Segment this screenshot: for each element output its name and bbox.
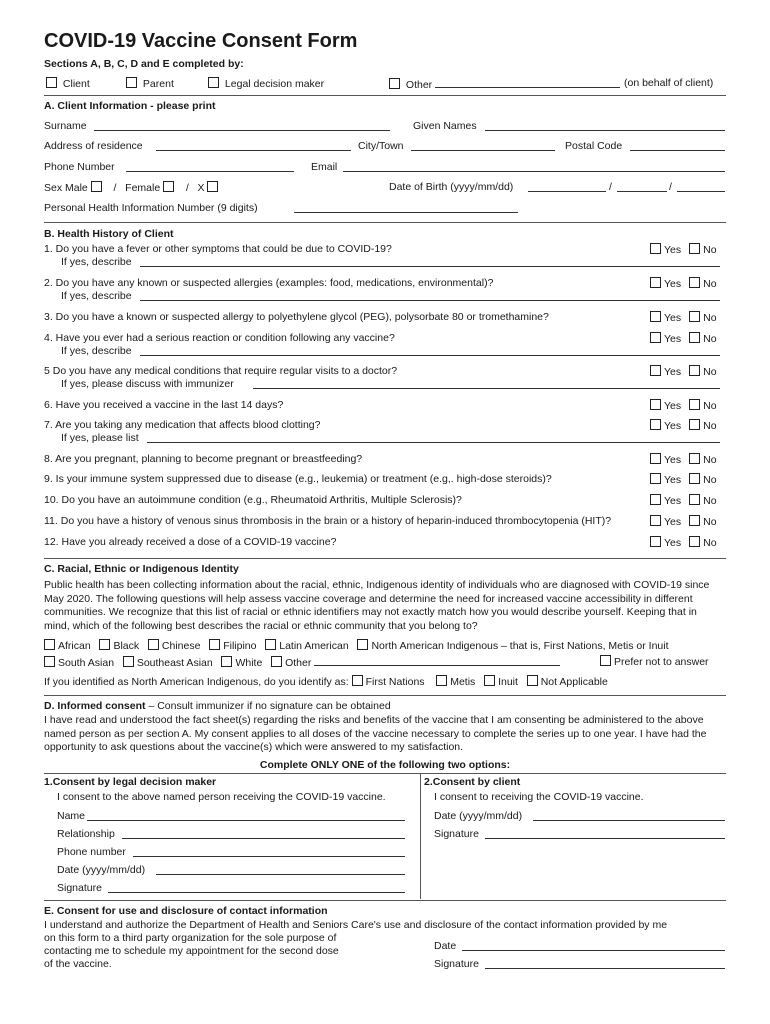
checkbox-black[interactable]: [99, 640, 139, 652]
checkbox-icon: [650, 277, 661, 288]
section-e-line-3: contacting me to schedule my appointment for the second dose: [44, 945, 339, 957]
checkbox-icon: [650, 399, 661, 410]
form-title: COVID-19 Vaccine Consent Form: [44, 30, 358, 52]
question-q2: 2. Do you have any known or suspected allergies (examples: food, medications, environmental)?: [44, 277, 494, 289]
checkbox-icon: [689, 311, 700, 322]
checkbox-not-applicable[interactable]: [527, 676, 608, 688]
yes-no-q2: [650, 277, 717, 290]
city-field[interactable]: [411, 140, 555, 151]
checkbox-yes[interactable]: [650, 244, 689, 256]
complete-one-note: Complete ONLY ONE of the following two options:: [259, 759, 511, 771]
checkbox-no[interactable]: [689, 366, 716, 378]
given-names-field[interactable]: [485, 120, 725, 131]
yes-label: Yes: [664, 366, 682, 378]
given-names-label: Given Names: [413, 120, 477, 132]
checkbox-icon: [689, 536, 700, 547]
yes-no-q11: [650, 515, 717, 528]
checkbox-metis[interactable]: [436, 676, 475, 688]
checkbox-other-ethnicity[interactable]: [271, 657, 311, 669]
indigenous-question: If you identified as North American Indigenous, do you identify as:: [44, 676, 349, 688]
option1-phone-label: Phone number: [57, 846, 126, 858]
option1-header: 1.Consent by legal decision maker: [44, 776, 217, 788]
checkbox-client[interactable]: [46, 77, 90, 90]
question-q5-followup-field[interactable]: [253, 378, 720, 389]
yes-label: Yes: [664, 244, 682, 256]
phone-field[interactable]: [126, 161, 294, 172]
label: Metis: [450, 676, 476, 688]
question-q1-followup-field[interactable]: [140, 256, 720, 267]
checkbox-chinese[interactable]: [148, 640, 201, 652]
question-q11: 11. Do you have a history of venous sinus thrombosis in the brain or a history of heparin-induced thrombocytopenia (HIT)?: [44, 515, 612, 527]
yes-label: Yes: [664, 516, 682, 528]
checkbox-female[interactable]: [163, 181, 174, 192]
question-q1-followup: If yes, describe: [61, 256, 132, 268]
checkbox-no[interactable]: [689, 474, 716, 486]
checkbox-icon: [650, 494, 661, 505]
option1-signature-label: Signature: [57, 882, 102, 894]
checkbox-yes[interactable]: [650, 495, 689, 507]
checkbox-no[interactable]: [689, 516, 716, 528]
indigenous-row: [44, 675, 608, 688]
label: Not Applicable: [540, 676, 608, 688]
question-q12: 12. Have you already received a dose of a COVID-19 vaccine?: [44, 536, 337, 548]
yes-label: Yes: [664, 312, 682, 324]
email-field[interactable]: [343, 161, 725, 172]
yes-no-q8: [650, 453, 717, 466]
yes-label: Yes: [664, 454, 682, 466]
checkbox-parent[interactable]: [126, 77, 174, 90]
section-d-header-row: [44, 700, 391, 712]
checkbox-icon: [527, 675, 538, 686]
other-ethnicity-field[interactable]: [314, 655, 560, 666]
checkbox-other[interactable]: [389, 77, 620, 91]
checkbox-icon: [650, 515, 661, 526]
ethnicity-row-2: [44, 655, 560, 669]
checkbox-icon: [600, 655, 611, 666]
no-label: No: [703, 495, 717, 507]
slash: /: [609, 181, 612, 193]
yes-no-q12: [650, 536, 717, 549]
checkbox-african[interactable]: [44, 640, 91, 652]
section-e-signature-field[interactable]: [485, 958, 725, 969]
column-divider: [420, 773, 421, 899]
sex-row: [44, 181, 221, 194]
option1-relationship-label: Relationship: [57, 828, 115, 840]
checkbox-icon: [650, 453, 661, 464]
checkbox-icon: [689, 332, 700, 343]
checkbox-icon: [352, 675, 363, 686]
checkbox-icon: [689, 515, 700, 526]
checkbox-icon: [44, 656, 55, 667]
label: Prefer not to answer: [614, 656, 709, 668]
section-e-line-1: I understand and authorize the Department of Health and Seniors Care's use and disclosure of the contact information provided by me: [44, 919, 668, 931]
label: Other: [405, 79, 433, 91]
dob-year-field[interactable]: [528, 181, 606, 192]
question-q10: 10. Do you have an autoimmune condition (e.g., Rheumatoid Arthritis, Multiple Sclerosis)?: [44, 494, 462, 506]
checkbox-icon: [689, 453, 700, 464]
checkbox-south-asian[interactable]: [44, 657, 114, 669]
label: Legal decision maker: [224, 78, 325, 90]
no-label: No: [703, 454, 717, 466]
phn-label: Personal Health Information Number (9 digits): [44, 202, 258, 214]
no-label: No: [703, 278, 717, 290]
checkbox-icon: [221, 656, 232, 667]
checkbox-yes[interactable]: [650, 366, 689, 378]
yes-label: Yes: [664, 420, 682, 432]
label: Client: [62, 78, 90, 90]
checkbox-icon: [44, 639, 55, 650]
question-q2-followup: If yes, describe: [61, 290, 132, 302]
female-label: Female: [125, 182, 161, 194]
checkbox-icon: [650, 419, 661, 430]
x-label: X: [197, 182, 205, 194]
phn-field[interactable]: [294, 202, 518, 213]
checkbox-icon: [650, 332, 661, 343]
label: First Nations: [365, 676, 425, 688]
section-e-header: E. Consent for use and disclosure of contact information: [44, 905, 328, 917]
address-field[interactable]: [156, 140, 351, 151]
section-e-signature-label: Signature: [434, 958, 479, 970]
checkbox-icon: [689, 419, 700, 430]
checkbox-icon: [689, 365, 700, 376]
no-label: No: [703, 474, 717, 486]
yes-label: Yes: [664, 495, 682, 507]
checkbox-no[interactable]: [689, 495, 716, 507]
checkbox-x[interactable]: [207, 181, 218, 192]
slash: /: [669, 181, 672, 193]
question-q8: 8. Are you pregnant, planning to become pregnant or breastfeeding?: [44, 453, 363, 465]
dob-month-field[interactable]: [617, 181, 667, 192]
label: Other: [285, 657, 312, 669]
surname-label: Surname: [44, 120, 87, 132]
checkbox-icon: [650, 365, 661, 376]
checkbox-legal-decision-maker[interactable]: [208, 77, 324, 90]
on-behalf-label: (on behalf of client): [624, 77, 714, 89]
yes-no-q3: [650, 311, 717, 324]
city-label: City/Town: [358, 140, 404, 152]
no-label: No: [703, 244, 717, 256]
phone-label: Phone Number: [44, 161, 115, 173]
checkbox-icon: [689, 277, 700, 288]
male-label: Male: [65, 182, 88, 194]
section-c-header: C. Racial, Ethnic or Indigenous Identity: [44, 563, 239, 575]
question-q7: 7. Are you taking any medication that affects blood clotting?: [44, 419, 321, 431]
checkbox-no[interactable]: [689, 244, 716, 256]
yes-label: Yes: [664, 400, 682, 412]
checkbox-prefer-not-to-answer[interactable]: [600, 655, 709, 668]
checkbox-icon: [209, 639, 220, 650]
question-q3: 3. Do you have a known or suspected allergy to polyethylene glycol (PEG), polysorbate 80 or tromethamine?: [44, 311, 549, 323]
checkbox-icon: [271, 656, 282, 667]
checkbox-icon: [389, 78, 400, 89]
section-d-header: D. Informed consent: [44, 700, 146, 712]
question-q7-followup-field[interactable]: [147, 432, 720, 443]
option2-signature-label: Signature: [434, 828, 479, 840]
section-e-line-2: on this form to a third party organization for the sole purpose of: [44, 932, 337, 944]
yes-label: Yes: [664, 333, 682, 345]
dob-label: Date of Birth (yyyy/mm/dd): [389, 181, 514, 193]
checkbox-icon: [123, 656, 134, 667]
section-d-note: – Consult immunizer if no signature can be obtained: [148, 700, 391, 712]
question-q4-followup: If yes, describe: [61, 345, 132, 357]
divider: [44, 773, 726, 774]
checkbox-icon: [689, 399, 700, 410]
option2-date-label: Date (yyyy/mm/dd): [434, 810, 523, 822]
checkbox-icon: [650, 473, 661, 484]
checkbox-no[interactable]: [689, 278, 716, 290]
ethnicity-row-1: [44, 639, 669, 652]
yes-no-q1: [650, 243, 717, 256]
checkbox-no[interactable]: [689, 537, 716, 549]
checkbox-southeast-asian[interactable]: [123, 657, 213, 669]
dob-day-field[interactable]: [677, 181, 725, 192]
checkbox-icon: [650, 311, 661, 322]
no-label: No: [703, 333, 717, 345]
checkbox-icon: [650, 243, 661, 254]
checkbox-white[interactable]: [221, 657, 262, 669]
section-d-paragraph: I have read and understood the fact sheet(s) regarding the risks and benefits of the vaccine that I am consenting be administered to the above named person as per section A. My consent applies to all doses of the vaccine necessary to complete the series up to one year. I have had the opportunity to ask questions about the vaccine(s) which were answered to my satisfaction.: [44, 714, 707, 753]
surname-field[interactable]: [94, 120, 390, 131]
checkbox-yes[interactable]: [650, 454, 689, 466]
section-a-header: A. Client Information - please print: [44, 100, 216, 112]
checkbox-first-nations[interactable]: [352, 676, 425, 688]
checkbox-icon: [208, 77, 219, 88]
checkbox-icon: [484, 675, 495, 686]
checkbox-yes[interactable]: [650, 420, 689, 432]
other-field[interactable]: [435, 77, 620, 88]
yes-label: Yes: [664, 474, 682, 486]
checkbox-icon: [689, 243, 700, 254]
checkbox-inuit[interactable]: [484, 676, 518, 688]
label: Parent: [142, 78, 174, 90]
option2-text: I consent to receiving the COVID-19 vaccine.: [434, 791, 644, 803]
yes-no-q9: [650, 473, 717, 486]
option1-signature-field[interactable]: [108, 882, 405, 893]
option1-text: I consent to the above named person receiving the COVID-19 vaccine.: [57, 791, 386, 803]
email-label: Email: [311, 161, 338, 173]
checkbox-yes[interactable]: [650, 516, 689, 528]
option1-date-field[interactable]: [156, 864, 405, 875]
label: Chinese: [161, 640, 201, 652]
question-q4-followup-field[interactable]: [140, 345, 720, 356]
checkbox-yes[interactable]: [650, 537, 689, 549]
section-e-date-label: Date: [434, 940, 457, 952]
checkbox-icon: [46, 77, 57, 88]
checkbox-icon: [436, 675, 447, 686]
yes-no-q7: [650, 419, 717, 432]
divider: [44, 95, 726, 96]
option2-header: 2.Consent by client: [424, 776, 521, 788]
option1-name-field[interactable]: [87, 810, 405, 821]
checkbox-icon: [650, 536, 661, 547]
label: White: [235, 657, 263, 669]
question-q4: 4. Have you ever had a serious reaction or condition following any vaccine?: [44, 332, 395, 344]
divider: [44, 695, 726, 696]
postal-code-field[interactable]: [630, 140, 725, 151]
checkbox-icon: [99, 639, 110, 650]
yes-no-q4: [650, 332, 717, 345]
sex-label: Sex: [44, 182, 63, 194]
label: Latin American: [279, 640, 349, 652]
question-q9: 9. Is your immune system suppressed due to disease (e.g., leukemia) or treatment (e.g,. high-dose steroids)?: [44, 473, 552, 485]
no-label: No: [703, 537, 717, 549]
sections-note: Sections A, B, C, D and E completed by:: [44, 58, 244, 70]
label: North American Indigenous – that is, First Nations, Metis or Inuit: [371, 640, 669, 652]
slash: /: [185, 182, 189, 194]
question-q1: 1. Do you have a fever or other symptoms that could be due to COVID-19?: [44, 243, 392, 255]
checkbox-yes[interactable]: [650, 400, 689, 412]
no-label: No: [703, 312, 717, 324]
checkbox-north-american-indigenous[interactable]: [357, 640, 668, 652]
label: Black: [113, 640, 140, 652]
checkbox-no[interactable]: [689, 454, 716, 466]
postal-code-label: Postal Code: [565, 140, 623, 152]
checkbox-icon: [689, 494, 700, 505]
label: African: [58, 640, 91, 652]
section-e-line-4: of the vaccine.: [44, 958, 112, 970]
no-label: No: [703, 516, 717, 528]
divider: [44, 900, 726, 901]
option1-phone-field[interactable]: [133, 846, 405, 857]
checkbox-yes[interactable]: [650, 312, 689, 324]
no-label: No: [703, 420, 717, 432]
label: Filipino: [223, 640, 257, 652]
option1-name-label: Name: [57, 810, 86, 822]
address-label: Address of residence: [44, 140, 143, 152]
checkbox-icon: [126, 77, 137, 88]
yes-label: Yes: [664, 278, 682, 290]
question-q2-followup-field[interactable]: [140, 290, 720, 301]
checkbox-yes[interactable]: [650, 474, 689, 486]
label: South Asian: [58, 657, 115, 669]
label: Inuit: [498, 676, 518, 688]
question-q5-followup: If yes, please discuss with immunizer: [61, 378, 234, 390]
section-e-date-field[interactable]: [462, 940, 725, 951]
checkbox-male[interactable]: [91, 181, 102, 192]
checkbox-no[interactable]: [689, 420, 716, 432]
section-b-header: B. Health History of Client: [44, 228, 174, 240]
checkbox-latin-american[interactable]: [265, 640, 348, 652]
checkbox-icon: [357, 639, 368, 650]
yes-no-q5: [650, 365, 717, 378]
yes-no-q10: [650, 494, 717, 507]
yes-label: Yes: [664, 537, 682, 549]
question-q6: 6. Have you received a vaccine in the last 14 days?: [44, 399, 284, 411]
slash: /: [113, 182, 117, 194]
question-q5: 5 Do you have any medical conditions that require regular visits to a doctor?: [44, 365, 398, 377]
checkbox-yes[interactable]: [650, 333, 689, 345]
checkbox-icon: [148, 639, 159, 650]
checkbox-no[interactable]: [689, 333, 716, 345]
checkbox-filipino[interactable]: [209, 640, 256, 652]
question-q7-followup: If yes, please list: [61, 432, 139, 444]
checkbox-yes[interactable]: [650, 278, 689, 290]
option2-date-field[interactable]: [533, 810, 725, 821]
option2-signature-field[interactable]: [485, 828, 725, 839]
option1-relationship-field[interactable]: [122, 828, 405, 839]
checkbox-icon: [689, 473, 700, 484]
option1-date-label: Date (yyyy/mm/dd): [57, 864, 146, 876]
divider: [44, 222, 726, 223]
no-label: No: [703, 400, 717, 412]
yes-no-q6: [650, 399, 717, 412]
checkbox-icon: [265, 639, 276, 650]
divider: [44, 558, 726, 559]
checkbox-no[interactable]: [689, 312, 716, 324]
no-label: No: [703, 366, 717, 378]
section-c-paragraph: Public health has been collecting information about the racial, ethnic, Indigenous identity of individuals who are diagnosed with COVID-19 since May 2020. The following questions will help assess vaccine coverage and determine the need for increased vaccine accessibility in different communities. We recognize that this list of racial or ethnic identifiers may not exactly match how you would describe yourself. Keeping that in mind, which of the following best describes the racial or ethnic community that you belong to?: [44, 579, 710, 632]
checkbox-no[interactable]: [689, 400, 716, 412]
label: Southeast Asian: [136, 657, 213, 669]
